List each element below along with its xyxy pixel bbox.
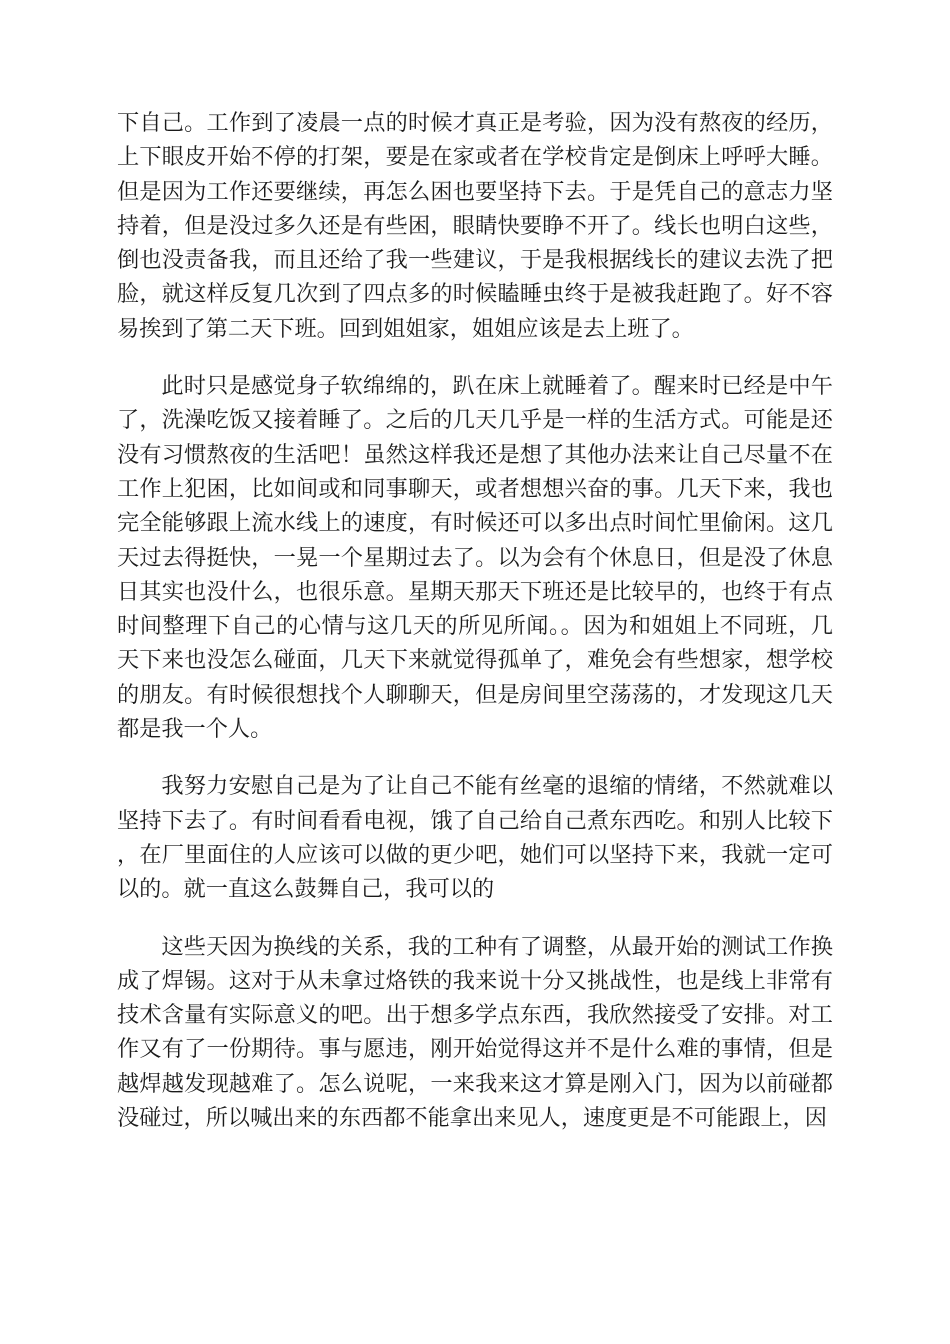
paragraph-gap bbox=[117, 346, 833, 369]
paragraph-1: 下自己。工作到了凌晨一点的时候才真正是考验，因为没有熬夜的经历，上下眼皮开始不停的打架，要是在家或者在学校肯定是倒床上呼呼大睡。但是因为工作还要继续，再怎么困也要坚持下去。于是凭自己的意志力坚持着，但是没过多久还是有些困，眼睛快要睁不开了。线长也明白这些，倒也没责备我，而且还给了我一些建议，于是我根据线长的建议去洗了把脸，就这样反复几次到了四点多的时候瞌睡虫终于是被我赶跑了。好不容易挨到了第二天下班。回到姐姐家，姐姐应该是去上班了。 bbox=[117, 110, 833, 342]
paragraph-3: 我努力安慰自己是为了让自己不能有丝毫的退缩的情绪，不然就难以坚持下去了。有时间看看电视，饿了自己给自己煮东西吃。和别人比较下，在厂里面住的人应该可以做的更少吧，她们可以坚持下来，我就一定可以的。就一直这么鼓舞自己，我可以的 bbox=[117, 773, 833, 903]
paragraph-2: 此时只是感觉身子软绵绵的，趴在床上就睡着了。醒来时已经是中午了，洗澡吃饭又接着睡了。之后的几天几乎是一样的生活方式。可能是还没有习惯熬夜的生活吧！虽然这样我还是想了其他办法来让自己尽量不在工作上犯困，比如间或和同事聊天，或者想想兴奋的事。几天下来，我也完全能够跟上流水线上的速度，有时候还可以多出点时间忙里偷闲。这几天过去得挺快，一晃一个星期过去了。以为会有个休息日，但是没了休息日其实也没什么，也很乐意。星期天那天下班还是比较早的，也终于有点时间整理下自己的心情与这几天的所见所闻。。因为和姐姐上不同班，几天下来也没怎么碰面，几天下来就觉得孤单了，难免会有些想家，想学校的朋友。有时候很想找个人聊聊天，但是房间里空荡荡的，才发现这几天都是我一个人。 bbox=[117, 373, 833, 743]
document-body bbox=[117, 106, 833, 1135]
paragraph-gap bbox=[117, 746, 833, 769]
paragraph-4: 这些天因为换线的关系，我的工种有了调整，从最开始的测试工作换成了焊锡。这对于从未拿过烙铁的我来说十分又挑战性，也是线上非常有技术含量有实际意义的吧。出于想多学点东西，我欣然接受了安排。对工作又有了一份期待。事与愿违，刚开始觉得这并不是什么难的事情，但是越焊越发现越难了。怎么说呢，一来我来这才算是刚入门，因为以前碰都没碰过，所以喊出来的东西都不能拿出来见人，速度更是不可能跟上，因 bbox=[117, 933, 833, 1132]
paragraph-gap bbox=[117, 907, 833, 930]
